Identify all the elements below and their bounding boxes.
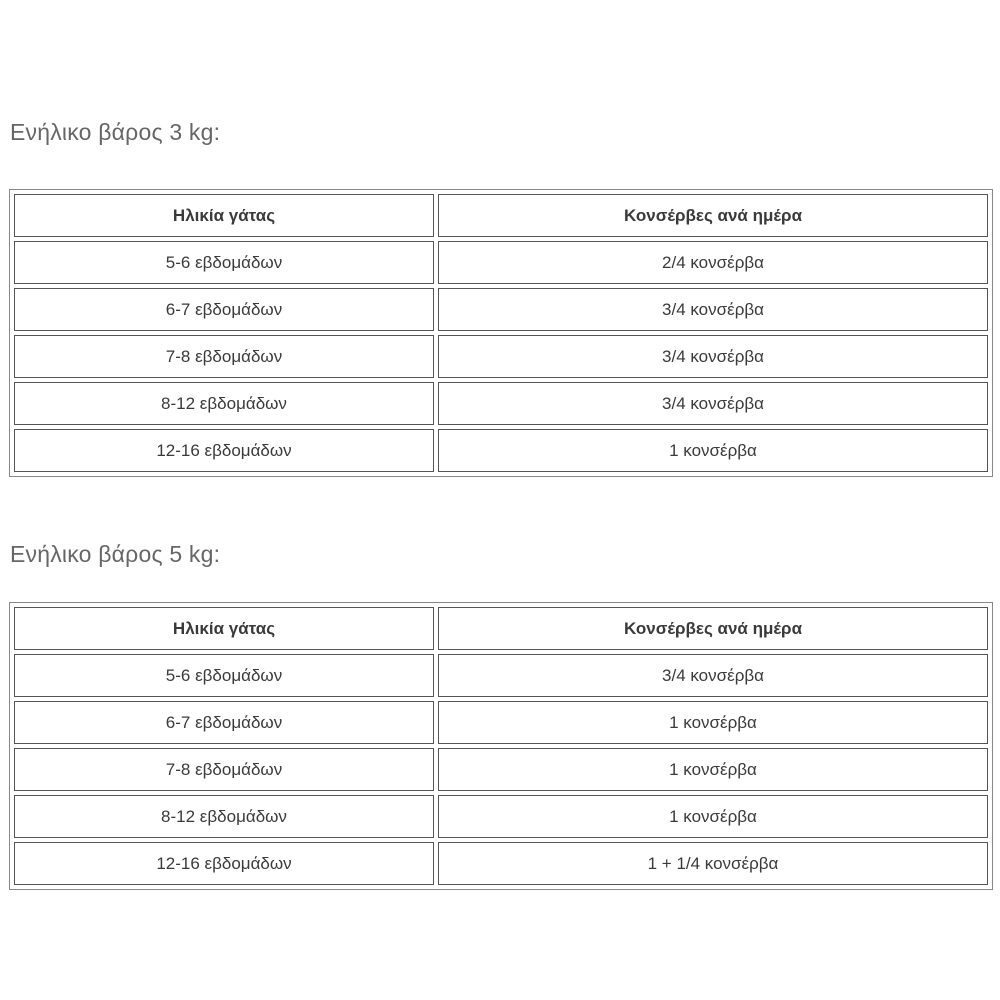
age-cell: 12-16 εβδομάδων — [14, 842, 434, 885]
cans-cell: 1 + 1/4 κονσέρβα — [438, 842, 988, 885]
section-heading-5kg: Ενήλικο βάρος 5 kg: — [10, 541, 221, 567]
column-header-age: Ηλικία γάτας — [14, 607, 434, 650]
age-cell: 5-6 εβδομάδων — [14, 654, 434, 697]
table-header-row — [14, 607, 988, 650]
table-row — [14, 288, 988, 331]
cans-cell: 1 κονσέρβα — [438, 701, 988, 744]
cans-cell: 3/4 κονσέρβα — [438, 335, 988, 378]
age-cell: 8-12 εβδομάδων — [14, 382, 434, 425]
cans-cell: 3/4 κονσέρβα — [438, 654, 988, 697]
age-cell: 6-7 εβδομάδων — [14, 288, 434, 331]
column-header-cans: Κονσέρβες ανά ημέρα — [438, 607, 988, 650]
table-row — [14, 748, 988, 791]
cans-cell: 3/4 κονσέρβα — [438, 288, 988, 331]
table-row — [14, 842, 988, 885]
column-header-age: Ηλικία γάτας — [14, 194, 434, 237]
age-cell: 7-8 εβδομάδων — [14, 748, 434, 791]
section-heading-3kg: Ενήλικο βάρος 3 kg: — [10, 119, 221, 145]
cans-cell: 2/4 κονσέρβα — [438, 241, 988, 284]
age-cell: 7-8 εβδομάδων — [14, 335, 434, 378]
table-row — [14, 241, 988, 284]
feeding-table-3kg — [9, 189, 993, 477]
table-row — [14, 701, 988, 744]
age-cell: 8-12 εβδομάδων — [14, 795, 434, 838]
table-row — [14, 654, 988, 697]
table-row — [14, 429, 988, 472]
age-cell: 6-7 εβδομάδων — [14, 701, 434, 744]
age-cell: 12-16 εβδομάδων — [14, 429, 434, 472]
column-header-cans: Κονσέρβες ανά ημέρα — [438, 194, 988, 237]
cans-cell: 1 κονσέρβα — [438, 429, 988, 472]
cans-cell: 1 κονσέρβα — [438, 748, 988, 791]
table-header-row — [14, 194, 988, 237]
cans-cell: 3/4 κονσέρβα — [438, 382, 988, 425]
feeding-table-5kg — [9, 602, 993, 890]
cans-cell: 1 κονσέρβα — [438, 795, 988, 838]
table-row — [14, 795, 988, 838]
table-row — [14, 382, 988, 425]
age-cell: 5-6 εβδομάδων — [14, 241, 434, 284]
table-row — [14, 335, 988, 378]
